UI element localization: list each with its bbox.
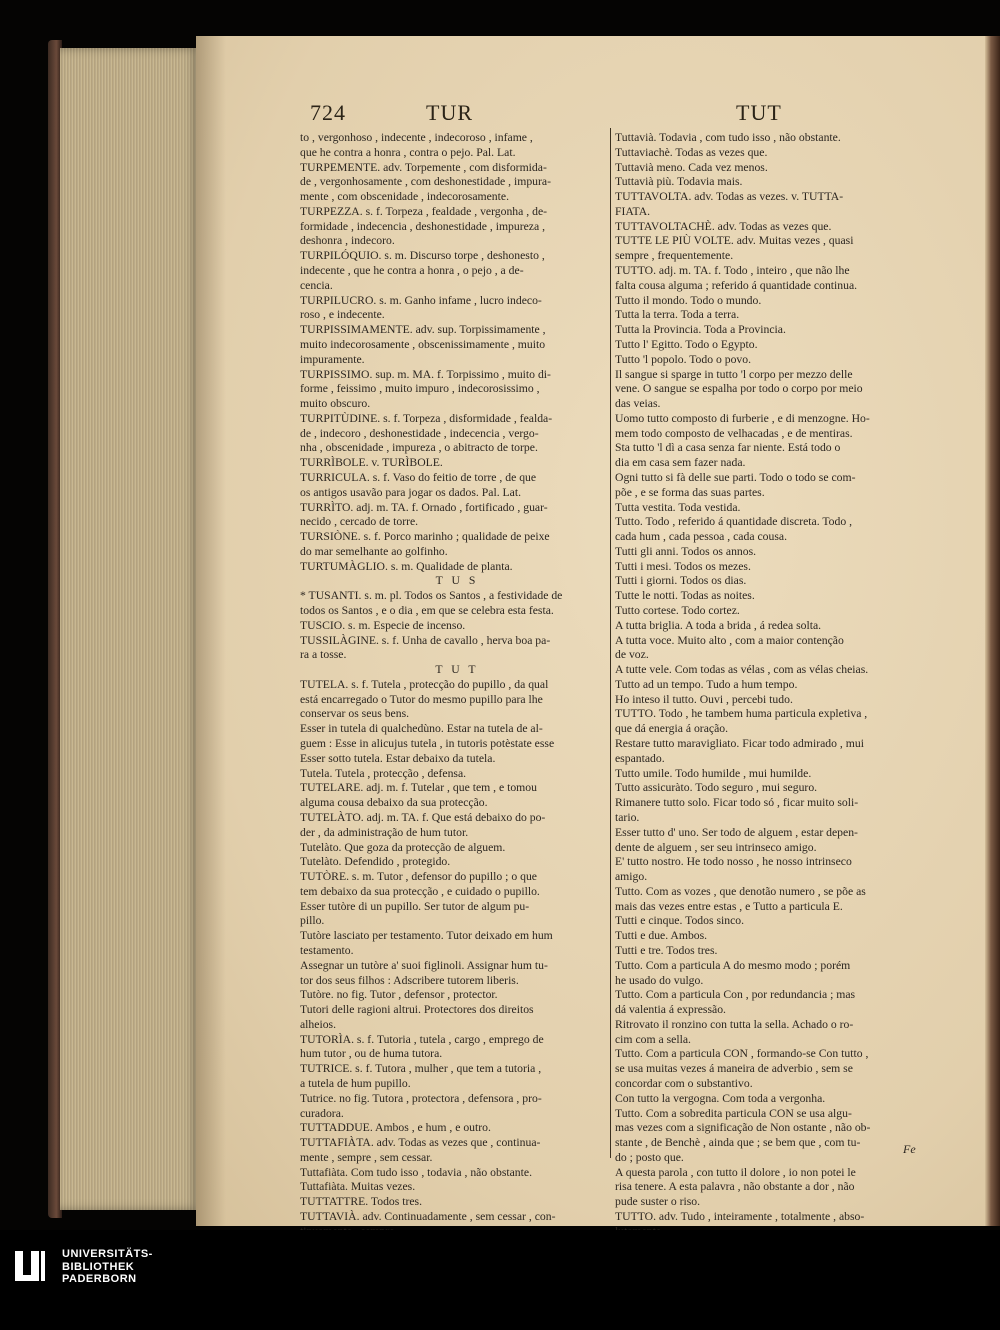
text-line: testamento. [300,943,354,957]
logo-line-2: BIBLIOTHEK [62,1260,135,1273]
text-line: Tuttavià più. Todavia mais. [615,175,743,189]
text-line: sempre , frequentemente. [615,249,734,263]
text-line: TUTELARE. adj. m. f. Tutelar , que tem , e tomou [300,781,537,795]
text-line: TUTTE LE PIÙ VOLTE. adv. Muitas vezes , quasi [615,234,854,248]
text-line: os antigos usavão para jogar os dados. Pal. Lat. [300,485,522,499]
gutter-shadow [196,36,226,1226]
text-line: TUSCIO. s. m. Especie de incenso. [300,618,466,632]
text-line: Esser tutòre di un pupillo. Ser tutor de algum pu- [300,899,530,913]
text-line: Tutto. Com a particula A do mesmo modo ; porém [615,958,851,972]
text-line: do ; posto que. [615,1150,684,1164]
page-right-edge [985,36,1000,1226]
text-line: Con tutto la vergogna. Com toda a vergonha. [615,1091,826,1105]
text-line: Tutta vestita. Toda vestida. [615,500,741,514]
text-line: Tutto ad un tempo. Tudo a hum tempo. [615,677,798,691]
text-line: TURSIÒNE. s. f. Porco marinho ; qualidade de peixe [300,530,550,544]
text-line: TURRÌTO. adj. m. TA. f. Ornado , fortificado , guar- [300,500,548,514]
text-line: stante , de Benchè , ainda que ; se bem que , com tu- [615,1136,861,1150]
text-line: TUTTAVOLTACHÈ. adv. Todas as vezes que. [615,219,832,233]
text-line: TUTTAVIÀ. adv. Continuadamente , sem cessar , con- [300,1210,556,1224]
text-line: Tutòre lasciato per testamento. Tutor deixado em hum [300,929,553,943]
text-line: Tutti e due. Ambos. [615,929,708,943]
text-line: mais das vezes entre estas , e Tutto a particula E. [615,899,843,913]
text-line: TUSSILÀGINE. s. f. Unha de cavallo , herva boa pa- [300,633,551,647]
text-line: dente de alguem , ser seu intrinseco amigo. [615,840,817,854]
text-line: cencia. [300,278,333,292]
text-line: que dá energia á oração. [615,722,729,736]
text-line: A tutta voce. Muito alto , com a maior contenção [615,633,844,647]
text-line: Tutto l' Egitto. Todo o Egypto. [615,337,758,351]
text-line: hum tutor , ou de huma tutora. [300,1047,443,1061]
page-number: 724 [310,100,346,125]
text-line: Tuttaviachè. Todas as vezes que. [615,145,768,159]
text-line: Tutti i giorni. Todos os dias. [615,574,747,588]
text-line: tario. [615,810,640,824]
text-line: de , vergonhosamente , com deshonestidade , impura- [300,175,551,189]
text-line: cim com a sella. [615,1032,691,1046]
text-line: Rimanere tutto solo. Ficar todo só , ficar muito soli- [615,796,859,810]
text-line: Tutto. Com a particula Con , por redundancia ; mas [615,988,856,1002]
text-line: curadora. [300,1106,344,1120]
text-line: TUTTO. Todo , he tambem huma particula expletiva , [615,707,868,721]
text-line: mem todo composto de velhacadas , e de mentiras. [615,426,853,440]
text-line: espantado. [615,751,665,765]
text-line: Tutelàto. Que goza da protecção de alguem. [300,840,506,854]
text-line: Tutto. Com a sobredita particula CON se usa algu- [615,1106,852,1120]
text-line: * TUSANTI. s. m. pl. Todos os Santos , a festividade de [300,589,563,603]
text-line: Esser tutto d' uno. Ser todo de alguem , estar depen- [615,825,858,839]
text-line: TURRÌBOLE. v. TURÌBOLE. [300,456,443,470]
text-line: T U S [435,574,479,588]
right-column [615,131,921,1240]
text-line: pude suster o riso. [615,1195,701,1209]
text-line: alheios. [300,1017,337,1031]
text-line: das veias. [615,397,661,411]
text-line: a tutela de hum pupillo. [300,1077,411,1090]
text-line: mas vezes com a significação de Non ostante , não ob- [615,1121,871,1135]
text-line: Tutela. Tutela , protecção , defensa. [300,766,467,780]
text-line: Tutte le notti. Todas as noites. [615,589,755,603]
text-line: Tutto. Com as vozes , que denotão numero , se põe as [615,884,866,898]
text-line: que he contra a honra , contra o pejo. Pal. Lat. [300,145,516,159]
text-line: amigo. [615,870,648,884]
text-line: Esser in tutela di qualchedùno. Estar na tutela de al- [300,722,543,736]
text-line: Tuttafiàta. Com tudo isso , todavia , não obstante. [300,1165,532,1179]
text-line: Esser sotto tutela. Estar debaixo da tutela. [300,751,496,765]
text-line: TURTUMÀGLIO. s. m. Qualidade de planta. [300,559,513,573]
text-line: FIATA. [615,204,651,218]
column-divider [610,128,611,1158]
text-line: guem : Esse in alicujus tutela , in tutoris potèstate esse [300,737,555,751]
text-line: dá valentia á expressão. [615,1003,726,1017]
text-line: A questa parola , con tutto il dolore , io non potei le [615,1165,856,1179]
text-line: TURRICULA. s. f. Vaso do feitio de torre , de que [300,470,537,484]
running-head-left: TUR [426,100,473,125]
text-line: der , da administração de hum tutor. [300,825,469,839]
text-line: TUTRICE. s. f. Tutora , mulher , que tem a tutoria , [300,1062,542,1076]
text-line: se usa muitas vezes á maneira de adverbio , sem se [615,1062,853,1076]
text-line: falta cousa alguma ; referido á quantidade continua. [615,278,858,292]
text-line: Tutòre. no fig. Tutor , defensor , protector. [300,988,498,1002]
text-line: TURPEZZA. s. f. Torpeza , fealdade , vergonha , de- [300,204,548,218]
text-line: impuramente. [300,352,365,366]
text-line: vene. O sangue se espalha por todo o corpo por meio [615,382,863,396]
text-line: está encarregado o Tutor do mesmo pupillo para lhe [300,692,543,706]
text-line: E' tutto nostro. He todo nosso , he nosso intrinseco [615,855,852,869]
text-line: T U T [435,663,479,677]
text-line: de voz. [615,648,649,662]
text-line: cada hum , cada pessoa , cada cousa. [615,530,787,544]
text-line: Tutti gli anni. Todos os annos. [615,544,757,558]
text-line: risa tenere. A esta palavra , não obstante a dor , não [615,1180,855,1194]
text-line: Ogni tutto si fà delle sue parti. Todo o todo se com- [615,470,856,484]
text-line: Restare tutto maravigliato. Ficar todo admirado , mui [615,737,864,751]
text-line: TUTORÌA. s. f. Tutoria , tutela , cargo , emprego de [300,1032,544,1046]
text-line: Tutta la terra. Toda a terra. [615,308,740,322]
text-line: TUTÒRE. s. m. Tutor , defensor do pupillo ; o que [300,870,537,884]
text-line: todos os Santos , e o dia , em que se celebra esta festa. [300,604,554,617]
text-line: pillo. [300,914,325,928]
text-line: to , vergonhoso , indecente , indecoroso , infame , [300,131,533,144]
text-line: forme , feissimo , muito impuro , indecorosissimo , [300,382,540,396]
text-line: Tutto 'l popolo. Todo o povo. [615,352,752,366]
text-line: Tutto. Com a particula CON , formando-se Con tutto , [615,1047,869,1061]
text-line: TUTELÀTO. adj. m. TA. f. Que está debaixo do po- [300,810,546,824]
text-line: Ho inteso il tutto. Ouvi , percebi tudo. [615,692,793,706]
text-line: indecente , que he contra a honra , o pejo , a de- [300,264,524,278]
text-line: formidade , indecencia , deshonestidade , impureza , [300,219,546,233]
text-line: TUTELA. s. f. Tutela , protecção do pupillo , da qual [300,677,549,691]
text-line: dia em casa sem fazer nada. [615,456,746,470]
page-edges [60,48,200,1210]
text-line: TURPISSIMO. sup. m. MA. f. Torpissimo , muito di- [300,367,551,381]
text-line: Tuttafiàta. Muitas vezes. [300,1180,416,1194]
text-line: Il sangue si sparge in tutto 'l corpo per mezzo delle [615,367,853,381]
text-line: Tutelàto. Defendido , protegido. [300,855,451,869]
text-line: muito obscuro. [300,397,371,411]
text-line: TURPITÙDINE. s. f. Torpeza , disformidade , fealda- [300,411,553,425]
text-line: mente , com obscenidade , indecorosamente. [300,190,509,204]
text-line: Sta tutto 'l dì a casa senza far niente. Está todo o [615,441,841,455]
logo-line-3: PADERBORN [62,1273,137,1285]
text-line: Uomo tutto composto di furberie , e di menzogne. Ho- [615,411,870,425]
text-line: A tutte vele. Com todas as vélas , com as vélas cheias. [615,663,869,677]
text-line: deshonra , indecoro. [300,234,395,248]
text-line: põe , e se forma das suas partes. [615,485,765,499]
text-line: alguma cousa debaixo da sua protecção. [300,796,488,810]
text-line: muito indecorosamente , obscenissimamente , muito [300,337,546,351]
text-line: Tutori delle ragioni altrui. Protectores dos direitos [300,1003,534,1017]
text-line: ra a tosse. [300,648,347,662]
text-line: roso , e indecente. [300,308,385,322]
library-logo-text [62,1248,153,1286]
text-line: Tutti e tre. Todos tres. [615,943,718,957]
text-line: TUTTO. adv. Tudo , inteiramente , totalmente , abso- [615,1210,865,1224]
text-line: nha , obscenidade , impureza , o abitracto de torpe. [300,441,538,455]
text-line: tem debaixo da sua protecção , e cuidado o pupillo. [300,884,540,898]
text-line: Tutto il mondo. Todo o mundo. [615,293,762,307]
running-head-right: TUT [736,100,782,125]
text-line: TUTTAFIÀTA. adv. Todas as vezes que , continua- [300,1136,541,1150]
text-line: TUTTO. adj. m. TA. f. Todo , inteiro , que não lhe [615,264,850,278]
text-line: Tutto assicuràto. Todo seguro , mui seguro. [615,781,818,795]
text-line: Tutti i mesi. Todos os mezes. [615,559,751,573]
left-column [300,131,614,1240]
text-line: necido , cercado de torre. [300,515,419,529]
text-line: conservar os seus bens. [300,707,410,721]
text-line: Tutti e cinque. Todos sinco. [615,914,745,928]
text-line: TUTTAVOLTA. adv. Todas as vezes. v. TUTTA- [615,190,844,204]
text-line: de , indecoro , deshonestidade , indecencia , vergo- [300,426,539,440]
text-line: Tutto umile. Todo humilde , mui humilde. [615,766,812,780]
text-line: tor dos seus filhos : Adscribere tutorem liberis. [300,973,519,987]
text-line: Tuttavià meno. Cada vez menos. [615,160,768,174]
text-line: TURPEMENTE. adv. Torpemente , com disformida- [300,160,547,174]
text-line: A tutta briglia. A toda a brida , á redea solta. [615,618,822,632]
text-line: do mar semelhante ao golfinho. [300,544,448,558]
logo-line-1: UNIVERSITÄTS- [62,1248,153,1260]
text-line: Tutto. Todo , referido á quantidade discreta. Todo , [615,515,853,529]
text-line: TUTTATTRE. Todos tres. [300,1195,423,1209]
text-line: he usado do vulgo. [615,973,704,987]
text-line: mente , sempre , sem cessar. [300,1150,433,1164]
text-line: Ritrovato il ronzino con tutta la sella. Achado o ro- [615,1017,854,1031]
text-line: TURPILUCRO. s. m. Ganho infame , lucro indeco- [300,293,542,307]
text-line: Tutrice. no fig. Tutora , protectora , defensora , pro- [300,1091,542,1105]
text-line: TUTTADDUE. Ambos , e hum , e outro. [300,1121,491,1135]
text-line: Tutto cortese. Todo cortez. [615,604,740,617]
text-line: Tuttavià. Todavia , com tudo isso , não obstante. [615,131,841,144]
text-line: Assegnar un tutòre a' suoi figlinoli. Assignar hum tu- [300,958,548,972]
catch-word: Fe [903,1142,916,1156]
library-logo-icon [11,1245,49,1285]
text-line: Tutta la Provincia. Toda a Provincia. [615,323,786,337]
text-line: concordar com o substantivo. [615,1077,753,1090]
text-line: TURPISSIMAMENTE. adv. sup. Torpissimamente , [300,323,546,337]
text-line: TURPILÓQUIO. s. m. Discurso torpe , deshonesto , [300,249,545,263]
